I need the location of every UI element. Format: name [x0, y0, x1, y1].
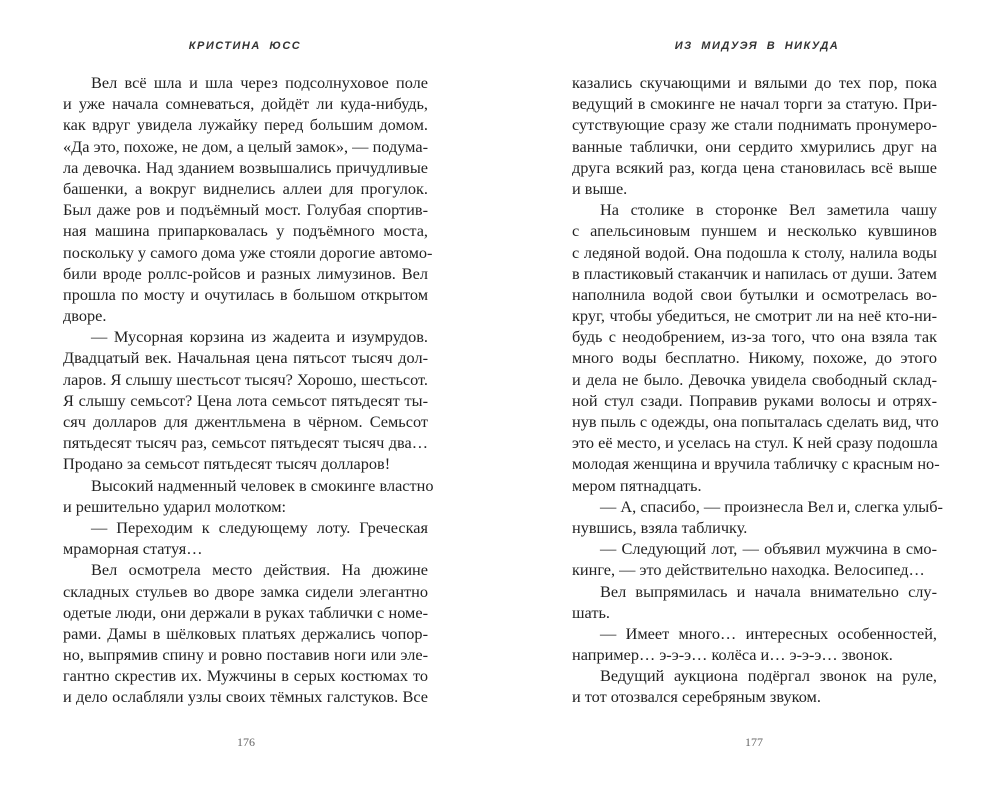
body-text: [572, 72, 943, 708]
text-line: рами. Дамы в шёлковых платьях держались чопор-: [63, 623, 428, 643]
text-line: нувшись, взяла табличку.: [572, 517, 748, 537]
text-line: будь с неодобрением, из-за того, что она взяла так: [572, 327, 937, 347]
text-line: Продано за семьсот пятьдесят тысяч долларов!: [63, 454, 391, 474]
text-line: дворе.: [63, 306, 107, 326]
text-line: мраморная статуя…: [63, 539, 203, 559]
text-line: били вроде роллс-ройсов и разных лимузинов. Вел: [63, 263, 428, 283]
body-text: [63, 72, 434, 708]
text-line: много воды бесплатно. Никому, похоже, до этого: [572, 348, 937, 368]
text-line: друга всякий раз, когда цена становилась всё выше: [572, 157, 937, 177]
text-line: На столике в сторонке Вел заметила чашу: [600, 200, 937, 220]
text-line: Высокий надменный человек в смокинге властно: [91, 475, 434, 495]
running-head-author: КРИСТИНА ЮСС: [188, 40, 302, 52]
text-line: и решительно ударил молотком:: [63, 496, 287, 516]
text-line: «Да это, похоже, не дом, а целый замок», — подума-: [63, 136, 428, 156]
text-line: и тот отозвался серебряным звуком.: [572, 687, 821, 707]
text-line: как вдруг увидела лужайку перед большим домом.: [63, 115, 428, 135]
text-line: Двадцатый век. Начальная цена пятьсот тысяч дол-: [63, 348, 428, 368]
text-line: — Имеет много… интересных особенностей,: [600, 623, 937, 643]
page-number: 176: [237, 735, 255, 749]
text-line: шать.: [572, 602, 610, 622]
text-line: и дела не было. Девочка увидела свободный склад-: [572, 369, 937, 389]
text-line: и дело ослабляли узлы своих тёмных галстуков. Все: [63, 687, 428, 707]
text-line: ла девочка. Над зданием возвышались причудливые: [63, 157, 428, 177]
text-line: сутствующие сразу же стали поднимать пронумеро-: [572, 115, 937, 135]
text-line: пятьдесят тысяч раз, семьсот пятьдесят тысяч два…: [63, 433, 428, 453]
running-head-title: ИЗ МИДУЭЯ В НИКУДА: [674, 40, 840, 52]
text-line: например… э-э-э… колёса и… э-э-э… звонок.: [572, 645, 893, 665]
text-line: круг, чтобы убедиться, не смотрит ли на неё кто-ни-: [572, 306, 937, 326]
text-line: Я слышу семьсот? Цена лота семьсот пятьдесят ты-: [63, 390, 428, 410]
text-line: — Следующий лот, — объявил мужчина в смо-: [600, 539, 937, 559]
text-line: Вел всё шла и шла через подсолнуховое поле: [91, 73, 428, 92]
text-line: Вел осмотрела место действия. На дюжине: [91, 560, 428, 580]
text-line: Был даже ров и подъёмный мост. Голубая спортив-: [63, 200, 428, 220]
text-line: это её место, и уселась на стул. К ней сразу подошла: [572, 433, 938, 453]
text-line: мером пятнадцать.: [572, 475, 702, 495]
text-line: одетые люди, они держали в руках таблички с номе-: [63, 602, 428, 622]
page-number: 177: [745, 735, 763, 749]
text-line: ная машина припарковалась у подъёмного моста,: [63, 221, 428, 241]
text-line: с ледяной водой. Она подошла к столу, налила воды: [572, 242, 937, 262]
text-line: Ведущий аукциона подёргал звонок на руле,: [600, 666, 937, 686]
text-line: молодая женщина и вручила табличку с красным но-: [572, 454, 940, 474]
text-line: складных стульев во дворе замка сидели элегантно: [63, 581, 428, 601]
text-line: наполнила водой свои бутылки и осмотрелась во-: [572, 284, 937, 304]
text-line: башенки, а вокруг виднелись аллеи для прогулок.: [63, 178, 428, 198]
text-line: Вел выпрямилась и начала внимательно слу-: [600, 581, 937, 601]
text-line: в пластиковый стаканчик и напилась от души. Затем: [572, 263, 937, 283]
text-line: ной стул сзади. Поправив руками волосы и отрях-: [572, 390, 937, 410]
text-line: и выше.: [572, 178, 628, 198]
text-line: гантно скрестив их. Мужчины в серых костюмах то: [63, 666, 428, 686]
text-line: и уже начала сомневаться, дойдёт ли куда-нибудь,: [63, 94, 428, 114]
text-line: сяч долларов для джентльмена в чёрном. Семьсот: [63, 412, 428, 431]
text-line: ванные таблички, они сердито хмурились друг на: [572, 136, 937, 156]
text-line: ларов. Я слышу шестьсот тысяч? Хорошо, шестьсот.: [63, 369, 428, 389]
text-line: — Мусорная корзина из жадеита и изумрудов.: [91, 327, 428, 347]
text-line: — А, спасибо, — произнесла Вел и, слегка улыб-: [600, 496, 943, 516]
text-line: кинге, — это действительно находка. Велосипед…: [572, 560, 925, 580]
text-line: поскольку у самого дома уже стояли дорогие автомо-: [63, 242, 433, 262]
text-line: — Переходим к следующему лоту. Греческая: [91, 517, 428, 537]
text-line: прошла по мосту и очутилась в большом открытом: [63, 284, 428, 304]
right-page: [500, 0, 1000, 800]
text-line: с апельсиновым пуншем и несколько кувшинов: [572, 221, 937, 241]
text-line: но, выпрямив спину и ровно поставив ноги или эле-: [63, 645, 428, 665]
text-line: ведущий в смокинге не начал торги за статую. При-: [572, 94, 937, 114]
text-line: казались скучающими и вялыми до тех пор, пока: [572, 73, 937, 92]
text-line: нув пыль с одежды, она попыталась сделать вид, что: [572, 412, 939, 431]
